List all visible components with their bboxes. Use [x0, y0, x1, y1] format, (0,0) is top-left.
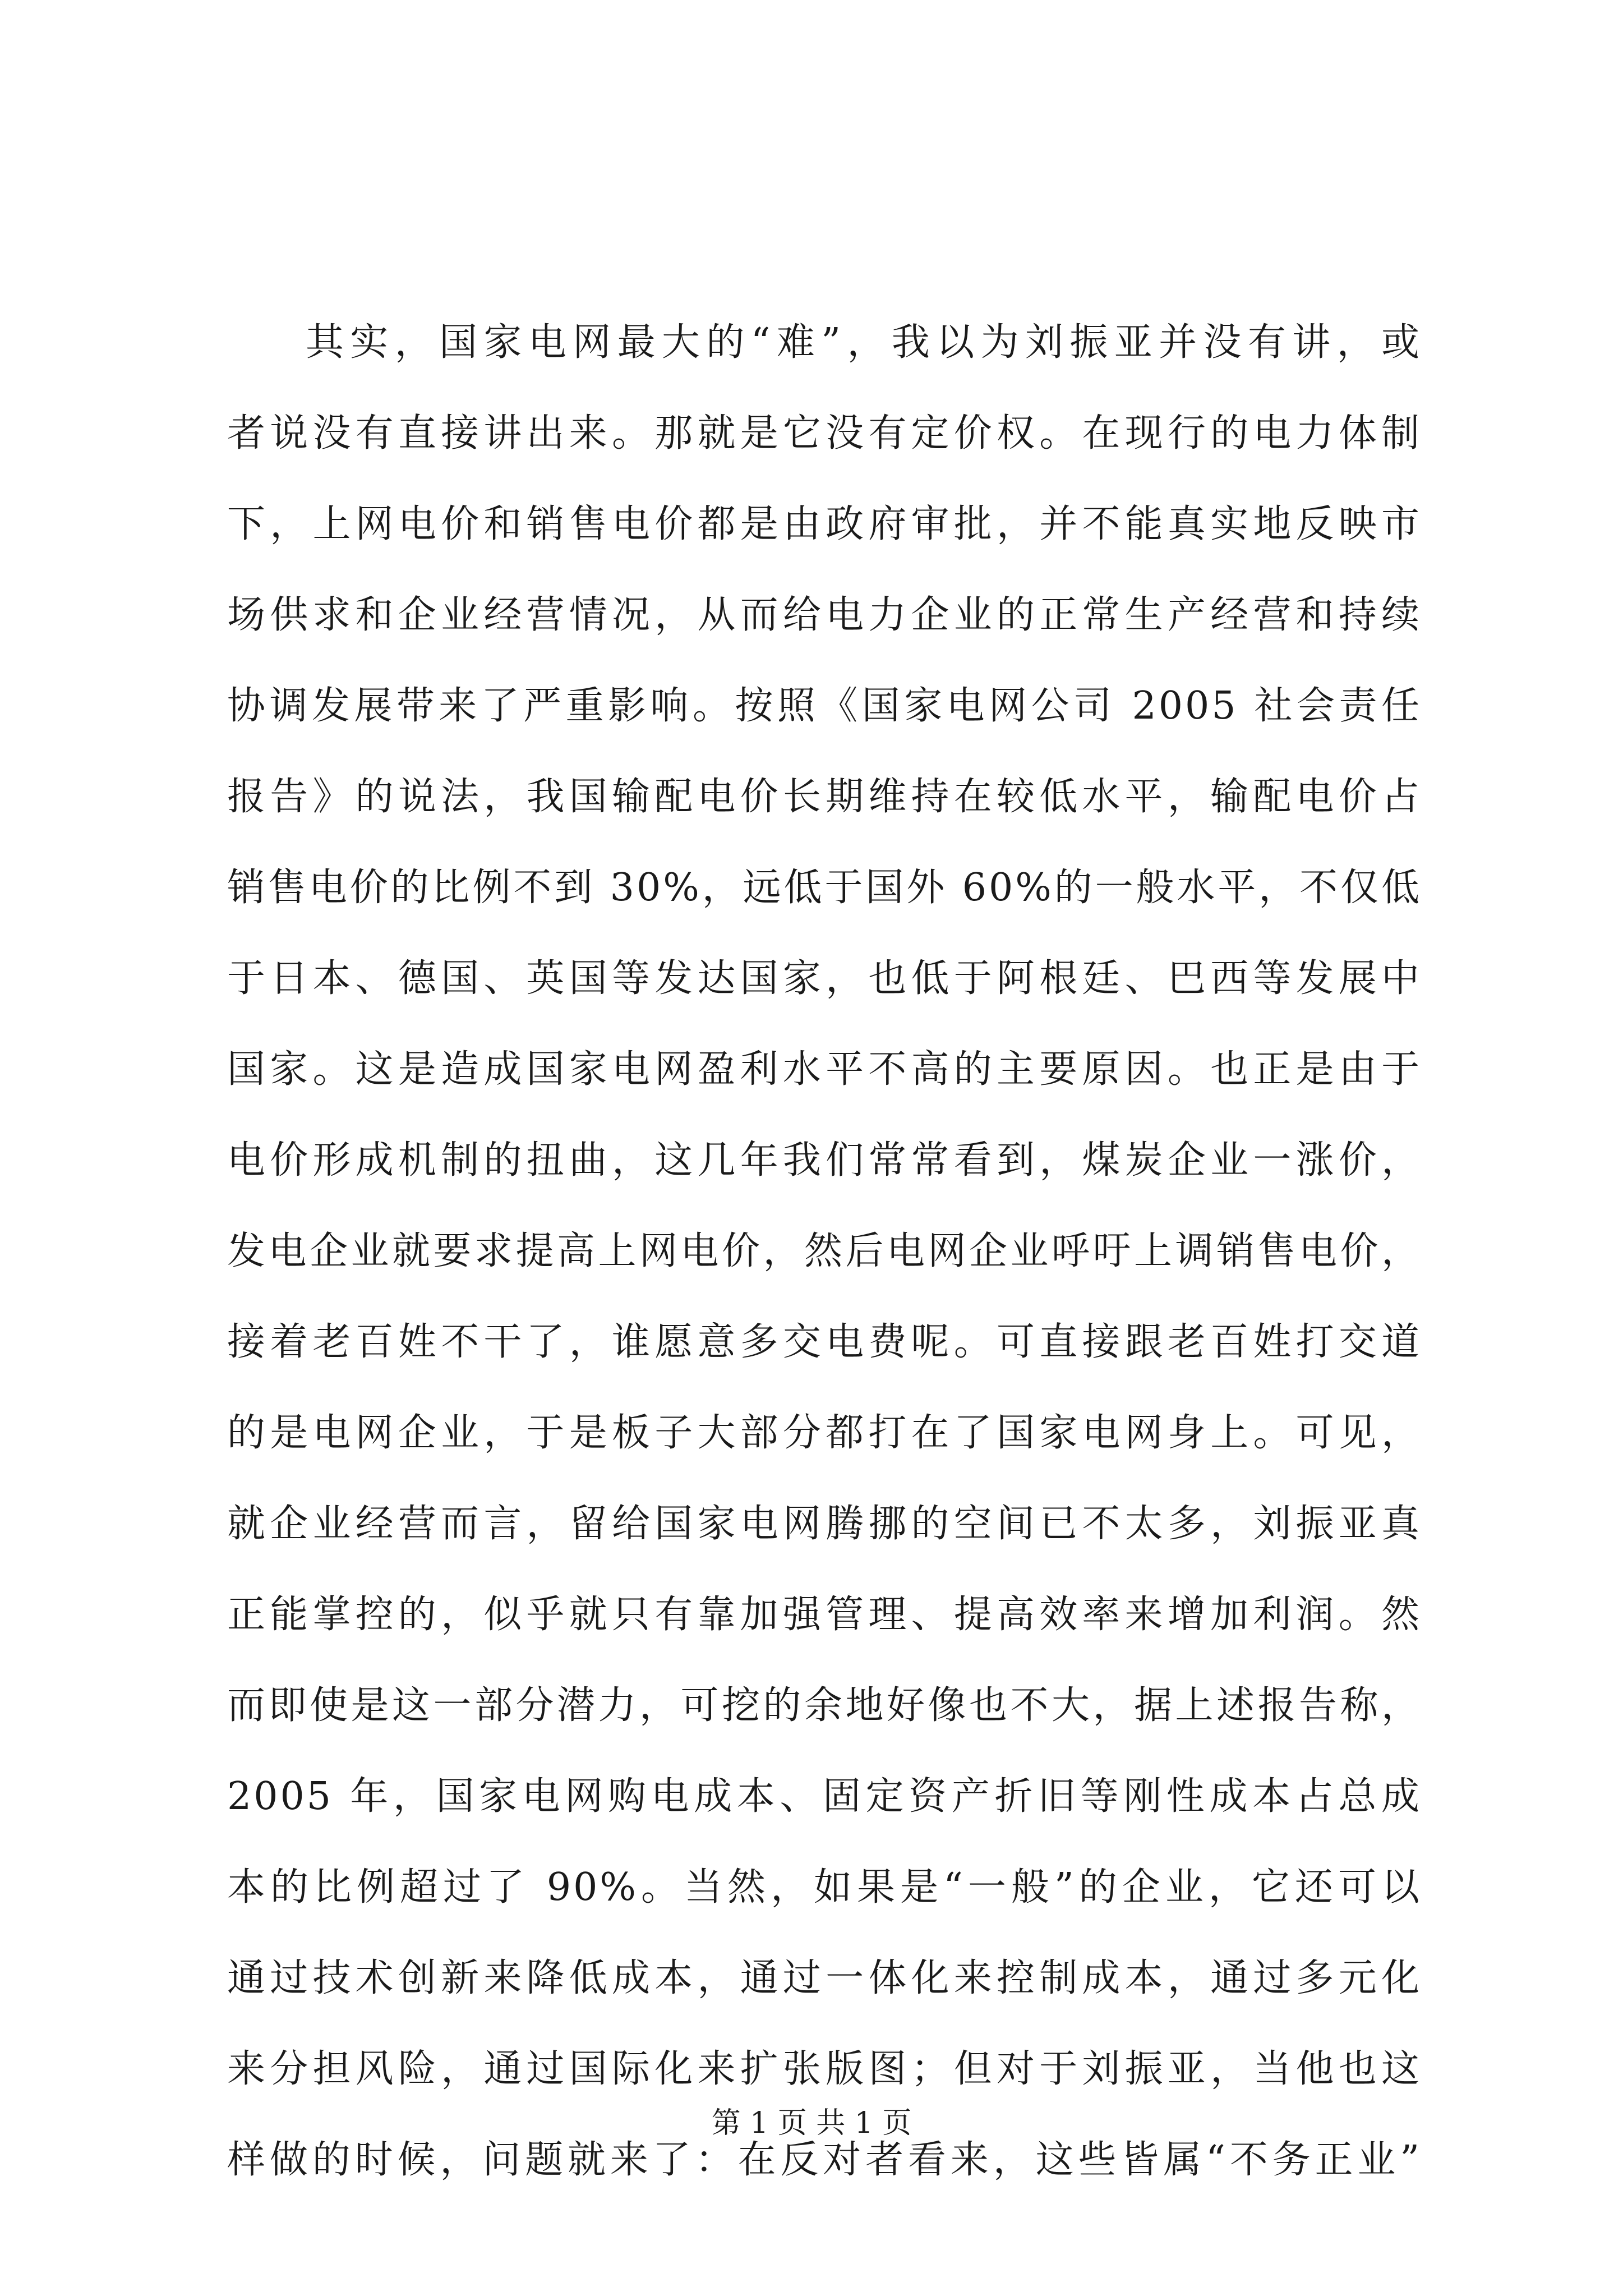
paragraph-line: 2005 年，国家电网购电成本、固定资产折旧等刚性成本占总成: [227, 1774, 1422, 1819]
paragraph-line: 国家。这是造成国家电网盈利水平不高的主要原因。也正是由于: [227, 1047, 1422, 1092]
paragraph-line: 样做的时候，问题就来了：在反对者看来，这些皆属“不务正业”: [227, 2138, 1422, 2182]
paragraph-line: 就企业经营而言，留给国家电网腾挪的空间已不太多，刘振亚真: [227, 1502, 1422, 1546]
paragraph-line: 报告》的说法，我国输配电价长期维持在较低水平，输配电价占: [227, 775, 1422, 819]
paragraph-line: 销售电价的比例不到 30%，远低于国外 60%的一般水平，不仅低: [227, 866, 1422, 910]
paragraph-line: 于日本、德国、英国等发达国家，也低于阿根廷、巴西等发展中: [227, 956, 1422, 1001]
paragraph-line: 者说没有直接讲出来。那就是它没有定价权。在现行的电力体制: [227, 411, 1422, 455]
body-paragraph: [227, 297, 1422, 2206]
paragraph-line: 通过技术创新来降低成本，通过一体化来控制成本，通过多元化: [227, 1956, 1422, 2000]
paragraph-line: 发电企业就要求提高上网电价，然后电网企业呼吁上调销售电价，: [227, 1229, 1422, 1273]
paragraph-line: 其实，国家电网最大的“难”，我以为刘振亚并没有讲，或: [306, 320, 1422, 365]
page-number-footer: 第 1 页 共 1 页: [711, 2106, 912, 2140]
paragraph-line: 协调发展带来了严重影响。按照《国家电网公司 2005 社会责任: [227, 684, 1422, 728]
paragraph-line: 的是电网企业，于是板子大部分都打在了国家电网身上。可见，: [227, 1411, 1422, 1455]
paragraph-line: 本的比例超过了 90%。当然，如果是“一般”的企业，它还可以: [227, 1865, 1422, 1910]
paragraph-line: 电价形成机制的扭曲，这几年我们常常看到，煤炭企业一涨价，: [227, 1138, 1422, 1182]
paragraph-line: 下，上网电价和销售电价都是由政府审批，并不能真实地反映市: [227, 502, 1422, 546]
paragraph-line: 场供求和企业经营情况，从而给电力企业的正常生产经营和持续: [227, 593, 1422, 637]
paragraph-line: 接着老百姓不干了，谁愿意多交电费呢。可直接跟老百姓打交道: [227, 1320, 1422, 1364]
paragraph-line: 而即使是这一部分潜力，可挖的余地好像也不大，据上述报告称，: [227, 1683, 1422, 1728]
paragraph-line: 来分担风险，通过国际化来扩张版图；但对于刘振亚，当他也这: [227, 2047, 1422, 2091]
paragraph-line: 正能掌控的，似乎就只有靠加强管理、提高效率来增加利润。然: [227, 1593, 1422, 1637]
